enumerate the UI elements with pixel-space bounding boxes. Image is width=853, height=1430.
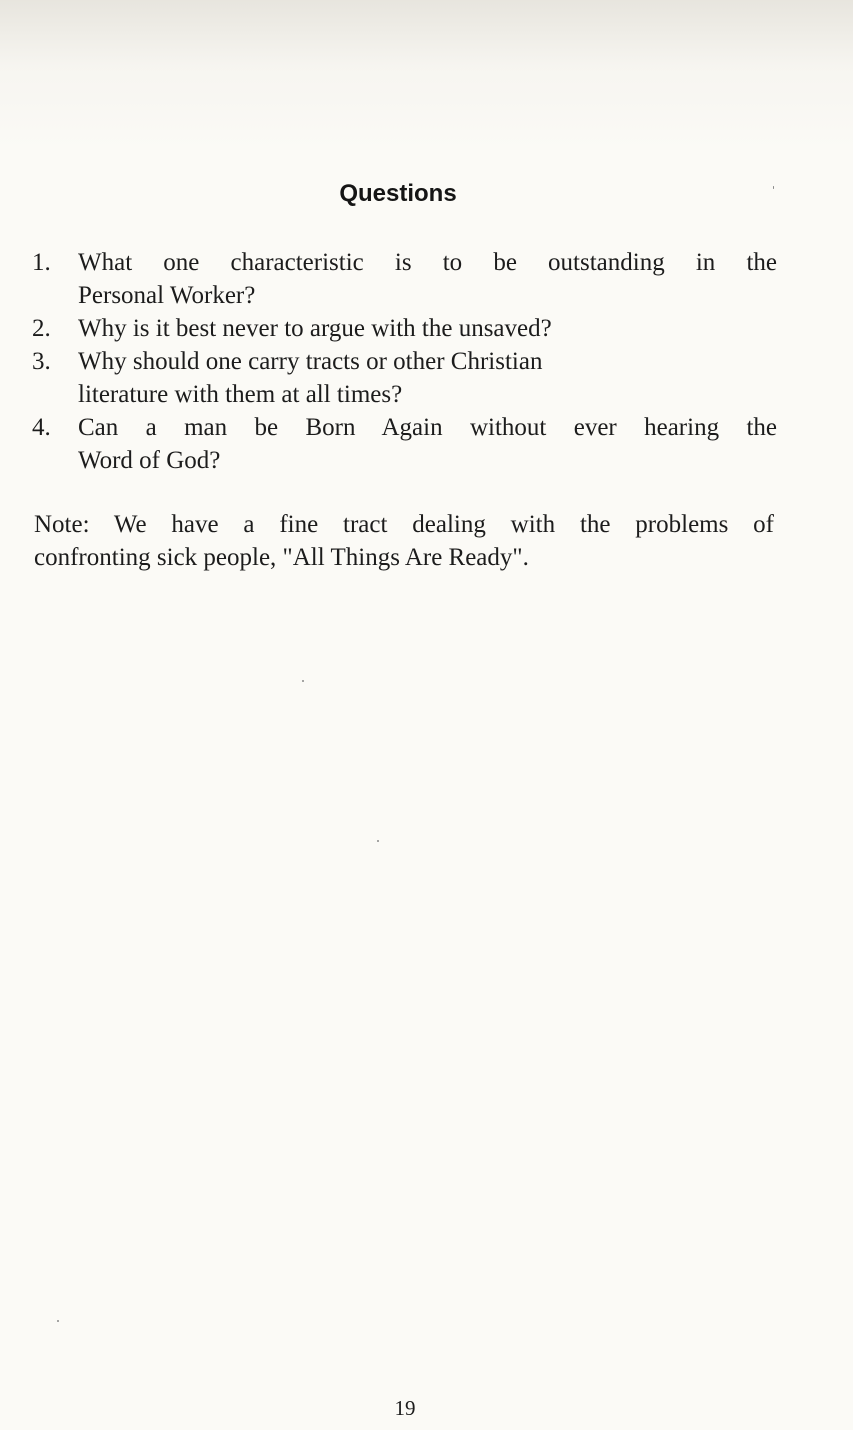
question-item	[32, 312, 777, 345]
question-continuation: Word of God?	[78, 447, 221, 474]
question-item	[32, 411, 777, 444]
section-heading: Questions	[339, 180, 457, 207]
question-text: Can a man be Born Again without ever hearing the	[78, 414, 777, 441]
questions-list	[32, 246, 777, 477]
question-number: 2.	[32, 315, 51, 342]
question-text: What one characteristic is to be outstanding in the	[78, 249, 777, 276]
question-number: 1.	[32, 249, 51, 276]
question-item	[32, 345, 777, 378]
question-text: Why should one carry tracts or other Christian	[78, 348, 543, 375]
scan-speck	[57, 1320, 59, 1322]
scan-speck	[773, 186, 774, 189]
question-text: Why is it best never to argue with the unsaved?	[78, 315, 552, 342]
question-number: 4.	[32, 414, 51, 441]
question-number: 3.	[32, 348, 51, 375]
note-text: confronting sick people, "All Things Are Ready".	[34, 544, 529, 571]
scan-speck	[302, 680, 304, 682]
question-continuation: literature with them at all times?	[78, 381, 403, 408]
page-number: 19	[394, 1396, 416, 1420]
note-text: Note: We have a fine tract dealing with the problems of	[34, 511, 774, 538]
question-continuation: Personal Worker?	[78, 282, 256, 309]
scan-speck	[377, 840, 379, 842]
note-paragraph	[34, 508, 774, 574]
question-item	[32, 246, 777, 279]
scan-shading	[0, 0, 853, 150]
